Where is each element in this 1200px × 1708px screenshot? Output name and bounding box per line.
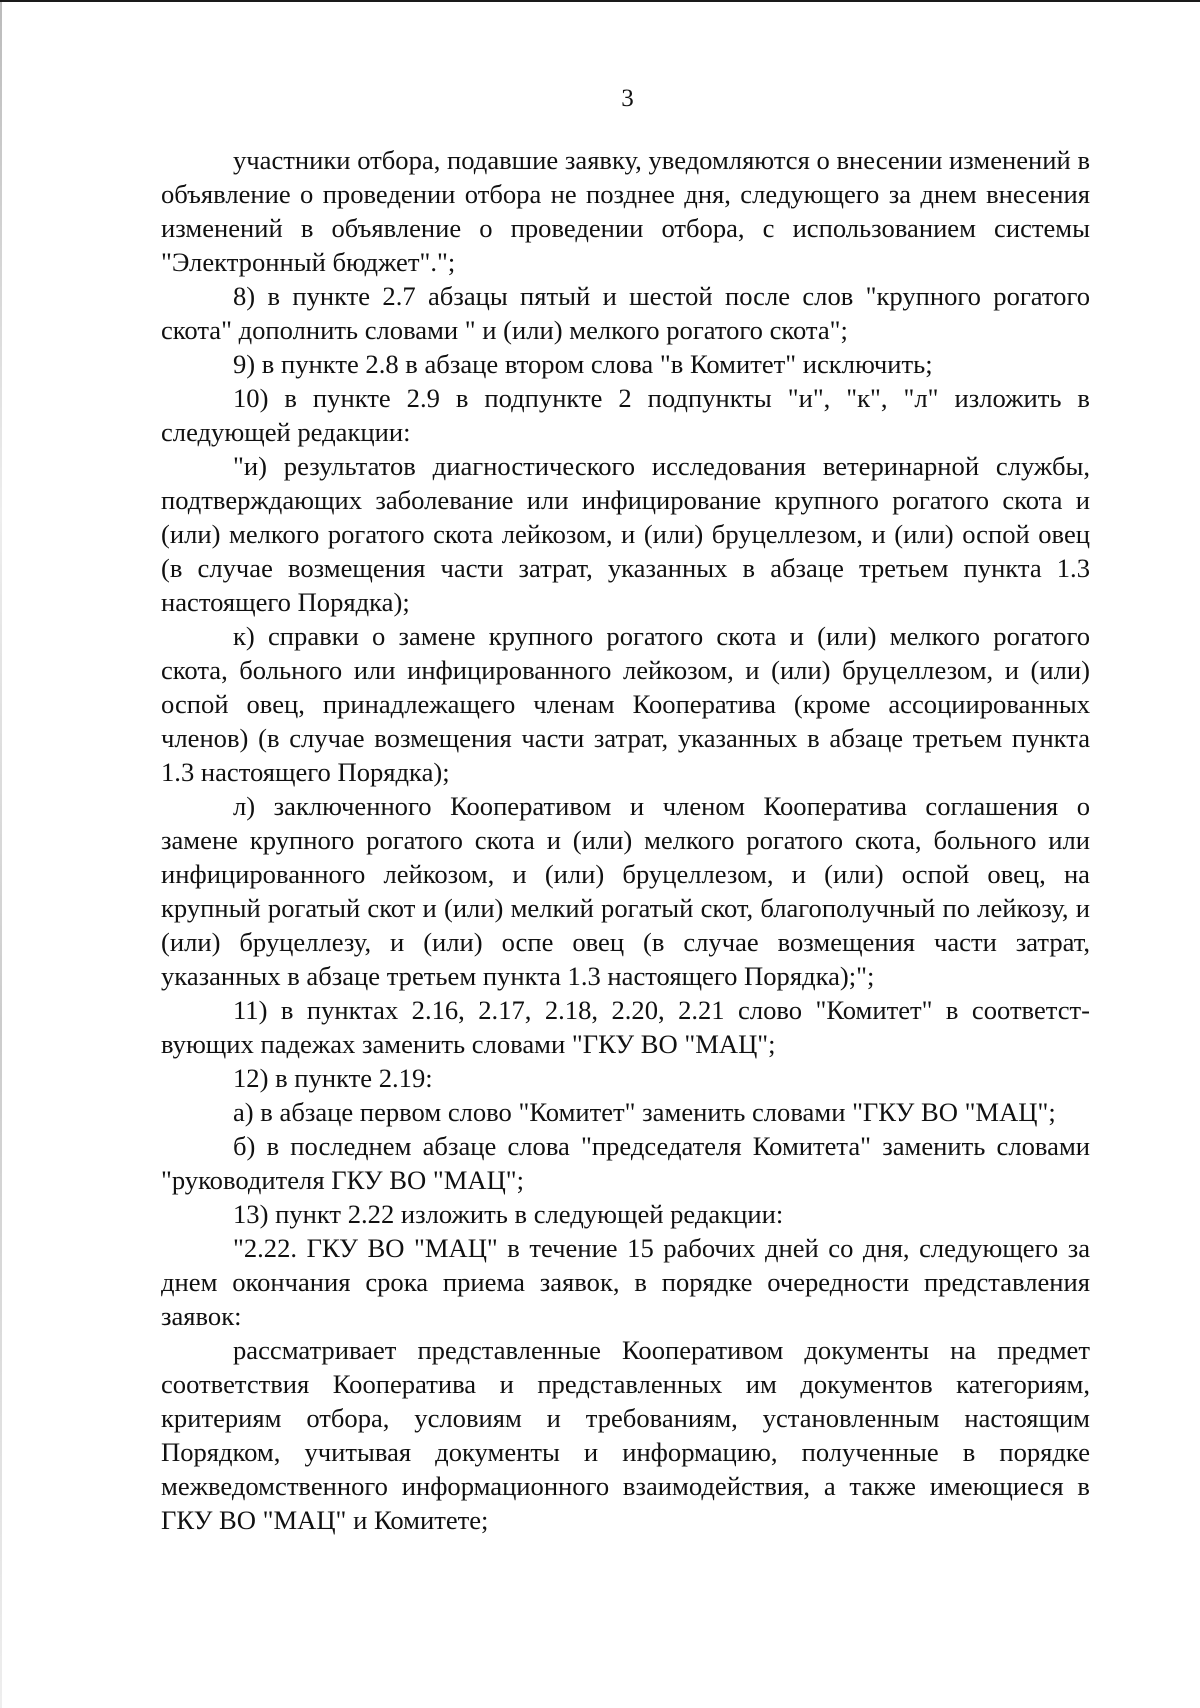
- paragraph: л) заключенного Кооперативом и членом Кооператива соглашения о замене крупного рогатого скота и (или) мелкого рогатого скота, больного или инфицированного лейкозом, и (или) бруцеллезом, и (или) оспой овец, на крупный рогатый скот и (или) мелкий рогатый скот, благополучный по лейкозу, и (или) бруцеллезу, и (или) оспе овец (в случае возмещения части затрат, указанных в абзаце третьем пункта 1.3 настоящего Порядка);";: [161, 791, 1090, 991]
- paragraph: рассматривает представленные Кооперативом документы на предмет соответствия Кооператива и представленных им документов категориям, критериям отбора, условиям и требованиям, установленным настоящим Порядком, учитывая документы и информацию, полученные в порядке межведомственного информационного взаимодействия, а также имеющиеся в ГКУ ВО "МАЦ" и Комитете;: [161, 1335, 1090, 1535]
- paragraph: 11) в пунктах 2.16, 2.17, 2.18, 2.20, 2.21 слово "Комитет" в соответст-вующих падежах заменить словами "ГКУ ВО "МАЦ";: [161, 995, 1090, 1059]
- document-body: [161, 143, 1090, 1537]
- paragraph: 13) пункт 2.22 изложить в следующей редакции:: [233, 1199, 784, 1229]
- paragraph: 8) в пункте 2.7 абзацы пятый и шестой после слов "крупного рогатого скота" дополнить словами " и (или) мелкого рогатого скота";: [161, 281, 1090, 345]
- paragraph: б) в последнем абзаце слова "председателя Комитета" заменить словами "руководителя ГКУ ВО "МАЦ";: [161, 1131, 1090, 1195]
- scan-edge: [0, 2, 2, 1708]
- paragraph: "2.22. ГКУ ВО "МАЦ" в течение 15 рабочих дней со дня, следующего за днем окончания срока приема заявок, в порядке очередности представления заявок:: [161, 1233, 1090, 1331]
- paragraph: 12) в пункте 2.19:: [233, 1063, 433, 1093]
- paragraph: "и) результатов диагностического исследования ветеринарной службы, подтверждающих заболевание или инфицирование крупного рогатого скота и (или) мелкого рогатого скота лейкозом, и (или) бруцеллезом, и (или) оспой овец (в случае возмещения части затрат, указанных в абзаце третьем пункта 1.3 настоящего Порядка);: [161, 451, 1090, 617]
- paragraph: к) справки о замене крупного рогатого скота и (или) мелкого рогатого скота, больного или инфицированного лейкозом, и (или) бруцеллезом, и (или) оспой овец, принадлежащего членам Кооператива (кроме ассоциированных членов) (в случае возмещения части затрат, указанных в абзаце третьем пункта 1.3 настоящего Порядка);: [161, 621, 1090, 787]
- paragraph: а) в абзаце первом слово "Комитет" заменить словами "ГКУ ВО "МАЦ";: [233, 1097, 1056, 1127]
- paragraph: участники отбора, подавшие заявку, уведомляются о внесении изменений в объявление о проведении отбора не позднее дня, следующего за днем внесения изменений в объявление о проведении отбора, с использованием системы "Электронный бюджет".";: [161, 145, 1090, 277]
- page-number: 3: [621, 85, 634, 112]
- paragraph: 10) в пункте 2.9 в подпункте 2 подпункты "и", "к", "л" изложить в следующей редакции:: [161, 383, 1090, 447]
- paragraph: 9) в пункте 2.8 в абзаце втором слова "в Комитет" исключить;: [233, 349, 933, 379]
